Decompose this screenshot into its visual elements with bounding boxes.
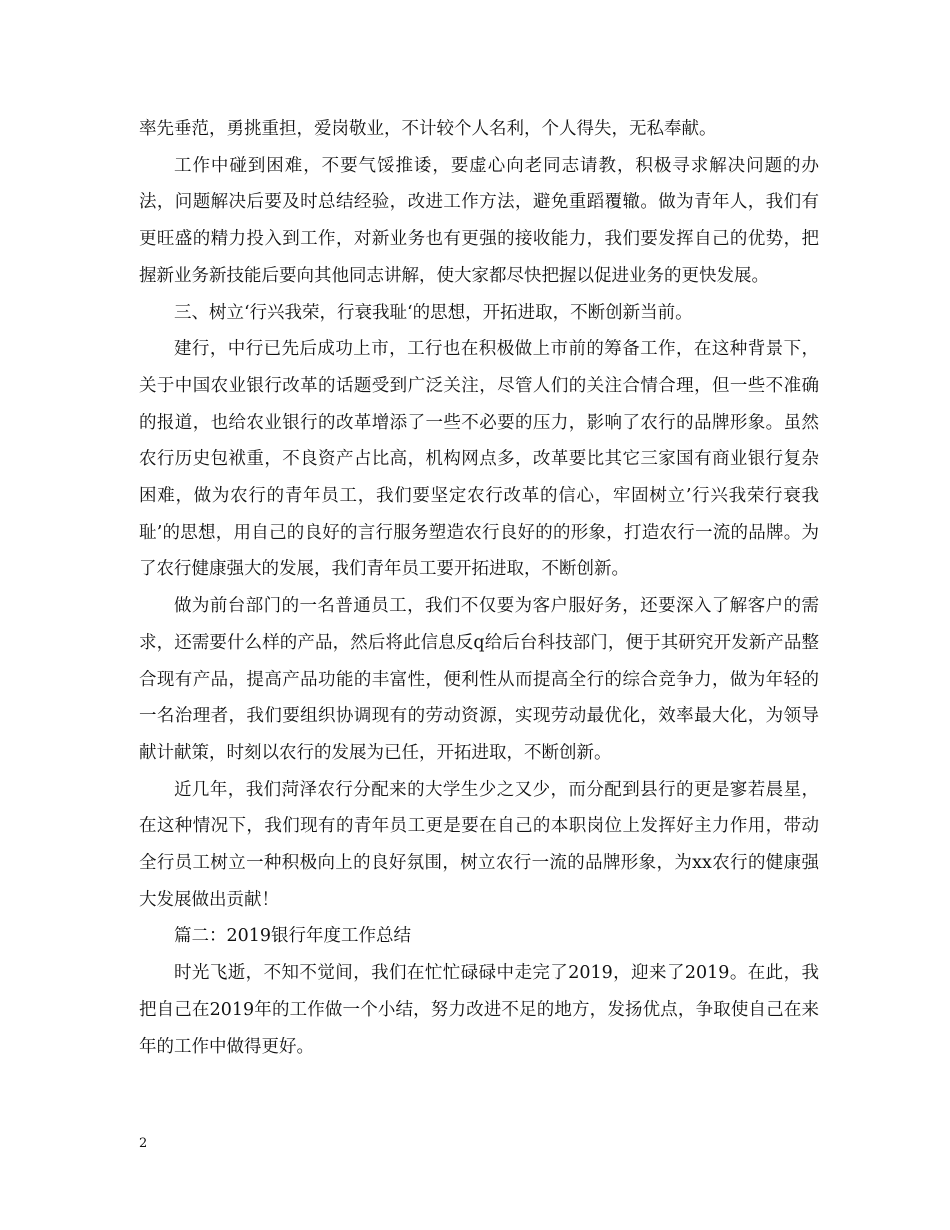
paragraph-3-section-heading: 三、树立‘行兴我荣，行衰我耻‘的思想，开拓进取，不断创新当前。: [174, 302, 693, 323]
document-body: [139, 111, 819, 1065]
paragraph-1: 率先垂范，勇挑重担，爱岗敬业，不计较个人名利，个人得失，无私奉献。: [139, 119, 717, 139]
page-number: 2: [139, 1136, 148, 1151]
paragraph-8: 时光飞逝，不知不觉间，我们在忙忙碌碌中走完了2019，迎来了2019。在此，我把自己在2019年的工作做一个小结，努力改进不足的地方，发扬优点，争取使自己在来年的工作中做得更好。: [139, 963, 819, 1057]
paragraph-6: 近几年，我们菏泽农行分配来的大学生少之又少，而分配到县行的更是寥若晨星，在这种情况下，我们现有的青年员工更是要在自己的本职岗位上发挥好主力作用，带动全行员工树立一种积极向上的良好氛围，树立农行一流的品牌形象，为xx农行的健康强大发展做出贡献！: [139, 779, 819, 910]
paragraph-4: 建行，中行已先后成功上市，工行也在积极做上市前的筹备工作，在这种背景下，关于中国农业银行改革的话题受到广泛关注，尽管人们的关注合情合理，但一些不准确的报道，也给农业银行的改革增添了一些不必要的压力，影响了农行的品牌形象。虽然农行历史包袱重，不良资产占比高，机构网点多，改革要比其它三家国有商业银行复杂困难，做为农行的青年员工，我们要坚定农行改革的信心，牢固树立’行兴我荣行衰我耻’的思想，用自己的良好的言行服务塑造农行良好的的形象，打造农行一流的品牌。为了农行健康强大的发展，我们青年员工要开拓进取，不断创新。: [139, 339, 819, 580]
paragraph-7-chapter-heading: 篇二：2019银行年度工作总结: [174, 926, 412, 947]
paragraph-5: 做为前台部门的一名普通员工，我们不仅要为客户服好务，还要深入了解客户的需求，还需要什么样的产品，然后将此信息反q给后台科技部门，便于其研究开发新产品整合现有产品，提高产品功能的丰富性，便利性从而提高全行的综合竞争力，做为年轻的一名治理者，我们要组织协调现有的劳动资源，实现劳动最优化，效率最大化，为领导献计献策，时刻以农行的发展为已任，开拓进取，不断创新。: [139, 596, 819, 763]
paragraph-2: 工作中碰到困难，不要气馁推诿，要虚心向老同志请教，积极寻求解决问题的办法，问题解决后要及时总结经验，改进工作方法，避免重蹈覆辙。做为青年人，我们有更旺盛的精力投入到工作，对新业务也有更强的接收能力，我们要发挥自己的优势，把握新业务新技能后要向其他同志讲解，使大家都尽快把握以促进业务的更快发展。: [139, 155, 819, 286]
